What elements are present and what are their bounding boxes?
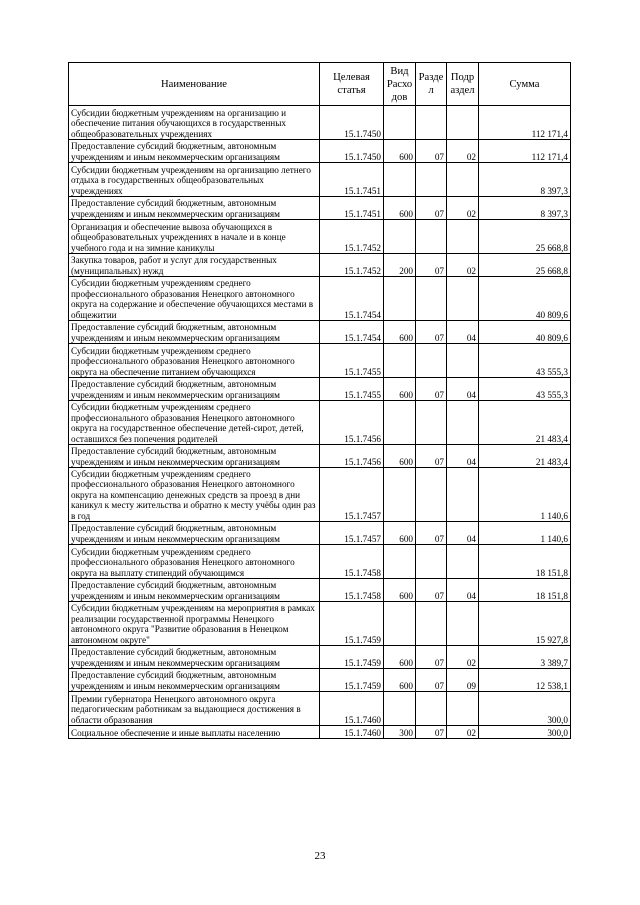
row-expense-type: 600 (384, 522, 416, 545)
row-section (416, 277, 447, 321)
table-row (69, 468, 571, 522)
row-target-article: 15.1.7459 (320, 646, 384, 669)
row-sum: 8 397,3 (479, 197, 571, 220)
table-row (69, 277, 571, 321)
row-section: 07 (416, 669, 447, 692)
table-row (69, 646, 571, 669)
table-row (69, 220, 571, 254)
table-row (69, 254, 571, 277)
row-subsection (447, 277, 479, 321)
table-body (69, 106, 571, 739)
row-section (416, 220, 447, 254)
row-target-article: 15.1.7455 (320, 344, 384, 378)
table-header-row (69, 63, 571, 106)
table-row (69, 692, 571, 726)
table-row (69, 445, 571, 468)
row-expense-type: 600 (384, 445, 416, 468)
row-section: 07 (416, 140, 447, 163)
row-target-article: 15.1.7452 (320, 220, 384, 254)
table-row (69, 602, 571, 646)
table-row (69, 726, 571, 739)
row-target-article: 15.1.7457 (320, 522, 384, 545)
row-section: 07 (416, 726, 447, 739)
row-name: Субсидии бюджетным учреждениям на организацию летнего отдыха в государственных общеобразовательных учреждениях (69, 163, 320, 197)
row-expense-type (384, 602, 416, 646)
table-row (69, 669, 571, 692)
row-expense-type (384, 106, 416, 140)
row-section (416, 106, 447, 140)
row-name: Субсидии бюджетным учреждениям среднего профессионального образования Ненецкого автономного округа на обеспечение питанием обучающихся (69, 344, 320, 378)
table-row (69, 545, 571, 579)
header-expense-type: Вид Расхо дов (384, 63, 416, 106)
row-target-article: 15.1.7459 (320, 602, 384, 646)
row-name: Социальное обеспечение и иные выплаты населению (69, 726, 320, 739)
row-subsection (447, 401, 479, 445)
row-section (416, 468, 447, 522)
row-name: Субсидии бюджетным учреждениям среднего профессионального образования Ненецкого автономного округа на компенсацию денежных средств за проезд в дни каникул к месту жительства и обратно к месту учёбы один раз в год (69, 468, 320, 522)
row-sum: 25 668,8 (479, 254, 571, 277)
row-sum: 3 389,7 (479, 646, 571, 669)
row-subsection: 02 (447, 646, 479, 669)
row-subsection: 04 (447, 522, 479, 545)
row-sum: 1 140,6 (479, 468, 571, 522)
row-expense-type (384, 163, 416, 197)
row-section (416, 401, 447, 445)
row-target-article: 15.1.7451 (320, 197, 384, 220)
row-target-article: 15.1.7455 (320, 378, 384, 401)
row-name: Предоставление субсидий бюджетным, автономным учреждениям и иным некоммерческим организациям (69, 669, 320, 692)
row-section: 07 (416, 646, 447, 669)
row-section (416, 344, 447, 378)
row-target-article: 15.1.7450 (320, 140, 384, 163)
row-expense-type: 200 (384, 254, 416, 277)
row-name: Предоставление субсидий бюджетным, автономным учреждениям и иным некоммерческим организациям (69, 378, 320, 401)
row-target-article: 15.1.7456 (320, 445, 384, 468)
row-expense-type (384, 545, 416, 579)
budget-table (68, 62, 571, 739)
row-expense-type (384, 277, 416, 321)
row-name: Предоставление субсидий бюджетным, автономным учреждениям и иным некоммерческим организациям (69, 579, 320, 602)
row-expense-type (384, 692, 416, 726)
row-expense-type: 600 (384, 378, 416, 401)
row-section: 07 (416, 321, 447, 344)
row-sum: 112 171,4 (479, 106, 571, 140)
row-subsection: 04 (447, 445, 479, 468)
row-name: Закупка товаров, работ и услуг для государственных (муниципальных) нужд (69, 254, 320, 277)
table-row (69, 106, 571, 140)
row-target-article: 15.1.7460 (320, 726, 384, 739)
row-name: Субсидии бюджетным учреждениям на мероприятия в рамках реализации государственной программы Ненецкого автономного округа "Развитие образования в Ненецком автономном округе" (69, 602, 320, 646)
row-sum: 18 151,8 (479, 545, 571, 579)
row-expense-type (384, 344, 416, 378)
row-section: 07 (416, 445, 447, 468)
row-subsection: 02 (447, 254, 479, 277)
row-expense-type: 300 (384, 726, 416, 739)
row-name: Субсидии бюджетным учреждениям среднего профессионального образования Ненецкого автономного округа на государственное обеспечение детей-сирот, детей, оставшихся без попечения родителей (69, 401, 320, 445)
row-section (416, 163, 447, 197)
row-section: 07 (416, 579, 447, 602)
header-subsection: Подр аздел (447, 63, 479, 106)
row-target-article: 15.1.7458 (320, 579, 384, 602)
row-target-article: 15.1.7458 (320, 545, 384, 579)
row-sum: 15 927,8 (479, 602, 571, 646)
row-expense-type: 600 (384, 140, 416, 163)
row-section (416, 692, 447, 726)
row-target-article: 15.1.7456 (320, 401, 384, 445)
row-expense-type (384, 401, 416, 445)
row-target-article: 15.1.7454 (320, 321, 384, 344)
row-expense-type (384, 220, 416, 254)
row-target-article: 15.1.7460 (320, 692, 384, 726)
row-target-article: 15.1.7450 (320, 106, 384, 140)
table-row (69, 344, 571, 378)
row-name: Предоставление субсидий бюджетным, автономным учреждениям и иным некоммерческим организациям (69, 197, 320, 220)
row-target-article: 15.1.7452 (320, 254, 384, 277)
row-subsection: 09 (447, 669, 479, 692)
row-subsection: 02 (447, 140, 479, 163)
row-subsection: 04 (447, 321, 479, 344)
row-expense-type: 600 (384, 321, 416, 344)
row-sum: 25 668,8 (479, 220, 571, 254)
row-expense-type: 600 (384, 669, 416, 692)
row-subsection (447, 220, 479, 254)
table-row (69, 579, 571, 602)
row-sum: 112 171,4 (479, 140, 571, 163)
table-row (69, 140, 571, 163)
table-row (69, 522, 571, 545)
header-target-article: Целевая статья (320, 63, 384, 106)
row-name: Предоставление субсидий бюджетным, автономным учреждениям и иным некоммерческим организациям (69, 445, 320, 468)
row-sum: 43 555,3 (479, 378, 571, 401)
row-expense-type: 600 (384, 579, 416, 602)
row-target-article: 15.1.7451 (320, 163, 384, 197)
row-sum: 21 483,4 (479, 401, 571, 445)
table-row (69, 163, 571, 197)
row-name: Предоставление субсидий бюджетным, автономным учреждениям и иным некоммерческим организациям (69, 646, 320, 669)
row-subsection (447, 468, 479, 522)
row-name: Премии губернатора Ненецкого автономного округа педагогическим работникам за выдающиеся достижения в области образования (69, 692, 320, 726)
row-section (416, 602, 447, 646)
row-subsection (447, 602, 479, 646)
header-name: Наименование (69, 63, 320, 106)
row-name: Предоставление субсидий бюджетным, автономным учреждениям и иным некоммерческим организациям (69, 321, 320, 344)
row-sum: 21 483,4 (479, 445, 571, 468)
row-sum: 40 809,6 (479, 277, 571, 321)
row-section: 07 (416, 522, 447, 545)
row-sum: 43 555,3 (479, 344, 571, 378)
row-section (416, 545, 447, 579)
row-subsection (447, 163, 479, 197)
row-name: Предоставление субсидий бюджетным, автономным учреждениям и иным некоммерческим организациям (69, 522, 320, 545)
row-sum: 300,0 (479, 692, 571, 726)
header-sum: Сумма (479, 63, 571, 106)
row-section: 07 (416, 378, 447, 401)
row-name: Субсидии бюджетным учреждениям на организацию и обеспечение питания обучающихся в государственных общеобразовательных учреждениях (69, 106, 320, 140)
table-row (69, 197, 571, 220)
row-target-article: 15.1.7454 (320, 277, 384, 321)
row-target-article: 15.1.7459 (320, 669, 384, 692)
row-subsection (447, 692, 479, 726)
row-name: Организация и обеспечение вывоза обучающихся в общеобразовательных учреждениях в начале и в конце учебного года и на зимние каникулы (69, 220, 320, 254)
row-section: 07 (416, 254, 447, 277)
row-sum: 300,0 (479, 726, 571, 739)
row-target-article: 15.1.7457 (320, 468, 384, 522)
row-name: Предоставление субсидий бюджетным, автономным учреждениям и иным некоммерческим организациям (69, 140, 320, 163)
row-sum: 18 151,8 (479, 579, 571, 602)
row-name: Субсидии бюджетным учреждениям среднего профессионального образования Ненецкого автономного округа на выплату стипендий обучающимся (69, 545, 320, 579)
row-subsection: 04 (447, 579, 479, 602)
row-subsection: 04 (447, 378, 479, 401)
row-subsection: 02 (447, 197, 479, 220)
table-row (69, 378, 571, 401)
header-section: Разде л (416, 63, 447, 106)
row-sum: 8 397,3 (479, 163, 571, 197)
row-expense-type: 600 (384, 646, 416, 669)
row-subsection (447, 545, 479, 579)
row-section: 07 (416, 197, 447, 220)
row-name: Субсидии бюджетным учреждениям среднего профессионального образования Ненецкого автономного округа на содержание и обеспечение обучающихся местами в общежитии (69, 277, 320, 321)
row-sum: 1 140,6 (479, 522, 571, 545)
row-subsection (447, 344, 479, 378)
table-row (69, 321, 571, 344)
row-expense-type: 600 (384, 197, 416, 220)
row-subsection (447, 106, 479, 140)
table-row (69, 401, 571, 445)
row-sum: 12 538,1 (479, 669, 571, 692)
row-expense-type (384, 468, 416, 522)
row-sum: 40 809,6 (479, 321, 571, 344)
page-number: 23 (314, 850, 326, 862)
row-subsection: 02 (447, 726, 479, 739)
